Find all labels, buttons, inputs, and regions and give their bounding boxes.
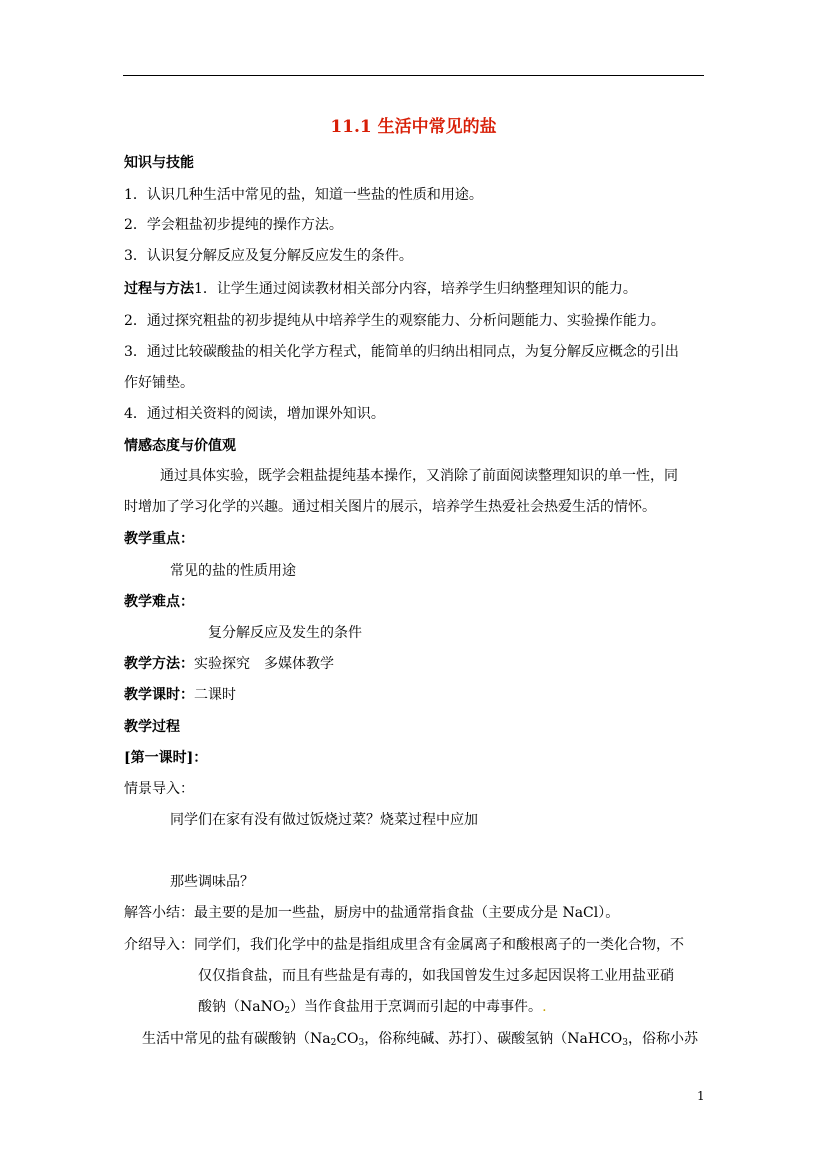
page-number: 1 <box>697 1089 705 1103</box>
key-point-label: 教学重点： <box>124 531 194 547</box>
intro2-line-1 <box>124 936 684 954</box>
knowledge-item-2: 2．学会粗盐初步提纯的操作方法。 <box>124 217 343 233</box>
intro2-text-1: 同学们，我们化学中的盐是指组成里含有金属离子和酸根离子的一类化合物，不 <box>194 937 684 953</box>
emotion-heading: 情感态度与价值观 <box>124 438 236 454</box>
answer-line <box>124 904 619 922</box>
common-sub-2: 3 <box>358 1038 365 1048</box>
hours-label: 教学课时： <box>124 687 194 703</box>
method-text: 实验探究 多媒体教学 <box>194 656 334 672</box>
answer-label: 解答小结： <box>124 905 194 921</box>
process-item-1: 1．让学生通过阅读教材相关部分内容，培养学生归纳整理知识的能力。 <box>194 281 637 297</box>
common-text-d: ，俗称小苏 <box>628 1031 699 1047</box>
process-line-1 <box>124 280 637 298</box>
intro-label: 情景导入： <box>124 781 194 797</box>
first-class-label: [第一课时]： <box>124 750 208 766</box>
process-item-3-cont: 作好铺垫。 <box>124 375 194 391</box>
emotion-text-1: 通过具体实验，既学会粗盐提纯基本操作，又消除了前面阅读整理知识的单一性，同 <box>160 468 678 484</box>
method-line <box>124 655 334 673</box>
process-title: 教学过程 <box>124 719 180 735</box>
knowledge-heading: 知识与技能 <box>124 155 194 171</box>
process-heading: 过程与方法 <box>124 281 194 297</box>
header-rule <box>123 75 704 76</box>
process-item-4: 4．通过相关资料的阅读，增加课外知识。 <box>124 406 385 422</box>
method-label: 教学方法： <box>124 656 194 672</box>
common-salts-line <box>142 1030 698 1052</box>
intro2-label: 介绍导入： <box>124 937 194 953</box>
process-item-3: 3．通过比较碳酸盐的相关化学方程式，能简单的归纳出相同点，为复分解反应概念的引出 <box>124 344 679 360</box>
intro2-text-3b: ）当作食盐用于烹调而引起的中毒事件。 <box>290 999 543 1015</box>
intro2-text-3a: 酸钠（NaNO <box>198 999 285 1015</box>
hours-text: 二课时 <box>194 687 236 703</box>
hours-line <box>124 686 236 704</box>
intro-question-2: 那些调味品？ <box>170 874 254 890</box>
page-title: 11.1 生活中常见的盐 <box>330 117 497 137</box>
knowledge-item-3: 3．认识复分解反应及复分解反应发生的条件。 <box>124 248 413 264</box>
answer-text: 最主要的是加一些盐，厨房中的盐通常指食盐（主要成分是 NaCl）。 <box>194 905 620 921</box>
intro-question-1: 同学们在家有没有做过饭烧过菜？烧菜过程中应加 <box>170 812 478 828</box>
intro2-subscript: 2 <box>284 1006 291 1016</box>
common-text-b: CO <box>336 1031 359 1047</box>
common-sub-3: 3 <box>622 1038 629 1048</box>
common-sub-1: 2 <box>330 1038 337 1048</box>
difficulty-label: 教学难点： <box>124 594 194 610</box>
intro2-text-3 <box>198 998 547 1020</box>
stray-dot: . <box>542 999 547 1015</box>
process-item-2: 2．通过探究粗盐的初步提纯从中培养学生的观察能力、分析问题能力、实验操作能力。 <box>124 313 665 329</box>
knowledge-item-1: 1．认识几种生活中常见的盐，知道一些盐的性质和用途。 <box>124 187 483 203</box>
emotion-text-2: 时增加了学习化学的兴趣。通过相关图片的展示，培养学生热爱社会热爱生活的情怀。 <box>124 499 656 515</box>
common-text-c: ，俗称纯碱、苏打）、碳酸氢钠（NaHCO <box>364 1031 623 1047</box>
intro2-text-2: 仅仅指食盐，而且有些盐是有毒的，如我国曾发生过多起因误将工业用盐亚硝 <box>198 968 674 984</box>
common-text-a: 生活中常见的盐有碳酸钠（Na <box>142 1031 331 1047</box>
key-point-text: 常见的盐的性质用途 <box>170 563 296 579</box>
difficulty-text: 复分解反应及发生的条件 <box>208 625 362 641</box>
